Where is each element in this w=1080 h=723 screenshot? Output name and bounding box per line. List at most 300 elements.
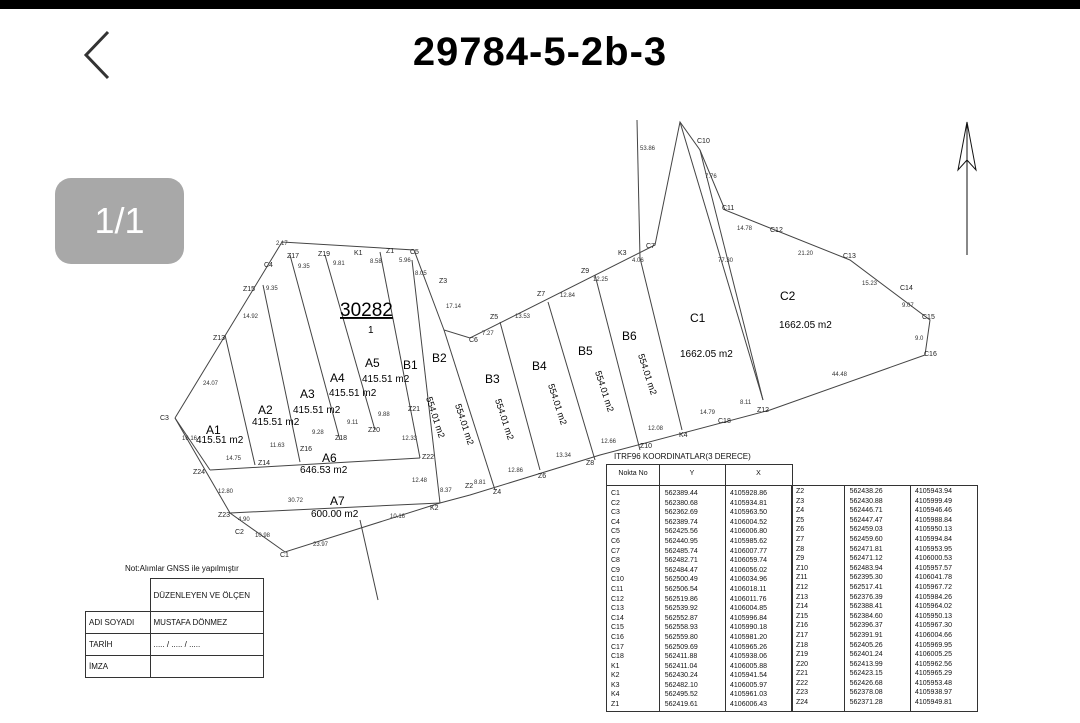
point-label: Z18 — [335, 435, 348, 442]
sign-value — [150, 656, 263, 678]
y-cell: 562539.92 — [664, 605, 698, 613]
point-cell: K2 — [611, 672, 620, 680]
point-cell: Z10 — [796, 564, 809, 572]
coordinates-section — [606, 452, 751, 463]
table-row — [792, 573, 977, 583]
table-row — [607, 527, 792, 537]
point-cell: Z18 — [796, 641, 809, 649]
point-cell: Z2 — [796, 488, 805, 495]
y-cell: 562362.69 — [664, 509, 698, 517]
table-row — [607, 604, 792, 614]
y-cell: 562485.74 — [664, 547, 698, 555]
lot-area: 554.01 m2 — [493, 397, 516, 442]
x-cell: 4105963.50 — [730, 509, 767, 517]
y-cell: 562389.74 — [664, 518, 698, 526]
y-cell: 562483.94 — [849, 564, 883, 572]
point-cell: Z7 — [796, 535, 805, 543]
dimension-label: 12.84 — [560, 293, 576, 299]
point-label: K4 — [679, 432, 688, 439]
table-row — [792, 679, 977, 689]
point-label: K3 — [618, 250, 627, 257]
dimension-label: 9.0 — [915, 336, 924, 342]
x-cell: 4106034.96 — [730, 576, 767, 584]
x-cell: 4106005.97 — [730, 681, 767, 689]
lot-name: B5 — [578, 344, 593, 358]
dimension-label: 30.72 — [288, 498, 304, 504]
dimension-label: 2.17 — [276, 241, 288, 247]
table-row — [792, 593, 977, 603]
point-cell: C4 — [611, 518, 620, 526]
point-label: C11 — [722, 205, 735, 212]
dimension-label: 16.16 — [182, 436, 198, 442]
dimension-label: 9.28 — [312, 430, 324, 436]
dimension-label: 8.81 — [474, 480, 486, 486]
point-label: K1 — [354, 250, 363, 257]
point-label: Z8 — [586, 460, 595, 467]
point-label: Z19 — [318, 251, 331, 258]
dimension-label: 11.63 — [270, 443, 285, 449]
table-row — [607, 614, 792, 624]
table-row — [607, 556, 792, 566]
dimension-label: 12.08 — [648, 426, 664, 432]
dimension-label: 4.90 — [238, 517, 250, 523]
gnss-note: Not:Alımlar GNSS ile yapılmıştır — [125, 564, 239, 573]
dimension-label: 12.80 — [218, 489, 234, 495]
y-cell: 562482.71 — [664, 557, 698, 565]
point-cell: Z14 — [796, 603, 809, 611]
table-row — [792, 497, 977, 507]
lot-name: B2 — [432, 351, 447, 365]
x-cell: 4105928.86 — [730, 490, 767, 497]
y-cell: 562438.26 — [849, 488, 883, 495]
table-row — [607, 662, 792, 672]
x-cell: 4105964.02 — [914, 603, 952, 611]
point-label: Z22 — [422, 454, 435, 461]
parcel-sub: 1 — [368, 325, 374, 336]
point-cell: C10 — [611, 576, 624, 584]
point-label: Z24 — [193, 469, 206, 476]
point-cell: C14 — [611, 614, 624, 622]
table-row — [607, 623, 792, 633]
y-cell: 562376.39 — [849, 593, 883, 601]
col-y: Y — [689, 470, 695, 477]
y-cell: 562396.37 — [849, 622, 883, 630]
point-label: Z5 — [490, 314, 499, 321]
lot-name: C2 — [780, 289, 796, 303]
point-label: Z17 — [287, 253, 300, 260]
y-cell: 562459.60 — [849, 535, 883, 543]
y-cell: 562446.71 — [849, 507, 883, 515]
x-cell: 4105967.72 — [914, 583, 952, 591]
point-cell: C6 — [611, 537, 620, 545]
x-cell: 4105994.84 — [914, 535, 952, 543]
table-row — [792, 525, 977, 535]
point-label: C5 — [410, 249, 419, 256]
point-label: C2 — [235, 529, 244, 536]
lot-name: A6 — [322, 451, 337, 465]
x-cell: 4105996.84 — [730, 614, 767, 622]
y-cell: 562389.44 — [664, 490, 698, 497]
table-row — [792, 545, 977, 555]
x-cell: 4105949.81 — [914, 699, 952, 707]
coordinates-table-right-frame — [791, 485, 978, 712]
x-cell: 4106041.78 — [914, 574, 952, 582]
y-cell: 562425.56 — [664, 528, 698, 536]
point-cell: C5 — [611, 528, 620, 536]
lot-area: 554.01 m2 — [546, 382, 569, 427]
dimension-label: 5.96 — [399, 258, 411, 264]
lot-name: B4 — [532, 359, 547, 373]
point-cell: C17 — [611, 643, 624, 651]
table-row — [792, 660, 977, 670]
dimension-label: 9.35 — [266, 286, 278, 292]
y-cell: 562378.08 — [849, 689, 883, 697]
lot-name: A7 — [330, 494, 345, 508]
y-cell: 562401.24 — [849, 651, 883, 659]
point-label: Z2 — [465, 483, 474, 490]
table-row — [792, 516, 977, 526]
dimension-label: 8.11 — [740, 400, 752, 406]
col-point: Nokta No — [618, 470, 648, 477]
table-row — [607, 633, 792, 643]
table-row — [792, 631, 977, 641]
x-cell: 4105961.03 — [730, 691, 767, 699]
point-label: C10 — [697, 138, 710, 145]
x-cell: 4105967.30 — [914, 622, 952, 630]
point-label: Z10 — [640, 443, 653, 450]
y-cell: 562395.30 — [849, 574, 883, 582]
x-cell: 4105969.95 — [914, 641, 952, 649]
y-cell: 562495.52 — [664, 691, 698, 699]
y-cell: 562371.28 — [849, 699, 883, 707]
point-cell: C3 — [611, 509, 620, 517]
point-cell: K4 — [611, 691, 620, 699]
x-cell: 4105950.13 — [914, 612, 952, 620]
coordinates-table-left — [607, 489, 792, 710]
point-label: C13 — [843, 253, 856, 260]
table-row — [792, 564, 977, 574]
x-cell: 4105999.49 — [914, 497, 952, 505]
point-label: Z3 — [439, 278, 448, 285]
point-label: C18 — [718, 418, 731, 425]
dimension-label: 8.37 — [440, 488, 452, 494]
lot-area: 1662.05 m2 — [680, 349, 733, 360]
dimension-label: 14.75 — [226, 456, 242, 462]
lot-name: A1 — [206, 423, 221, 437]
point-cell: Z1 — [611, 701, 620, 709]
point-cell: Z3 — [796, 497, 805, 505]
table-row — [607, 575, 792, 585]
x-cell: 4105962.56 — [914, 660, 952, 668]
point-cell: C2 — [611, 499, 620, 507]
x-cell: 4106056.02 — [730, 566, 767, 574]
lot-area: 415.51 m2 — [293, 405, 341, 416]
x-cell: 4106011.76 — [730, 595, 767, 603]
point-cell: Z17 — [796, 631, 809, 639]
point-cell: Z4 — [796, 507, 805, 515]
sign-label: İMZA — [86, 656, 151, 678]
y-cell: 562440.95 — [664, 537, 698, 545]
table-row — [607, 700, 792, 710]
name-value: MUSTAFA DÖNMEZ — [150, 612, 263, 634]
point-cell: Z15 — [796, 612, 809, 620]
table-row — [792, 641, 977, 651]
point-label: Z15 — [243, 286, 256, 293]
table-row — [792, 554, 977, 564]
x-cell: 4105985.62 — [730, 537, 767, 545]
y-cell: 562411.04 — [664, 662, 698, 670]
dimension-label: 77.30 — [718, 258, 734, 264]
dimension-label: 12.86 — [508, 468, 524, 474]
table-row — [607, 585, 792, 595]
coordinates-heading: ITRF96 KOORDINATLAR(3 DERECE) — [614, 452, 751, 461]
table-row — [607, 690, 792, 700]
point-cell: Z11 — [796, 574, 808, 582]
y-cell: 562506.54 — [664, 585, 698, 593]
dimension-label: 13.34 — [556, 453, 572, 459]
point-cell: Z6 — [796, 526, 805, 534]
dimension-label: 9.81 — [333, 261, 345, 267]
lot-name: B1 — [403, 358, 418, 372]
lot-name: A3 — [300, 387, 315, 401]
table-row — [607, 508, 792, 518]
name-label: ADI SOYADI — [86, 612, 151, 634]
dimension-label: 13.53 — [515, 314, 531, 320]
y-cell: 562430.88 — [849, 497, 883, 505]
point-label: C15 — [922, 314, 935, 321]
dimension-label: 10.16 — [390, 514, 406, 520]
x-cell: 4105965.26 — [730, 643, 767, 651]
point-cell: Z24 — [796, 699, 809, 707]
page-title: 29784-5-2b-3 — [412, 30, 668, 74]
point-cell: C12 — [611, 595, 624, 603]
dimension-label: 9.88 — [378, 412, 390, 418]
point-label: Z7 — [537, 291, 546, 298]
lot-name: A5 — [365, 356, 380, 370]
y-cell: 562559.80 — [664, 633, 698, 641]
lot-name: A2 — [258, 403, 273, 417]
table-row — [607, 652, 792, 662]
dimension-label: 9.07 — [902, 303, 914, 309]
point-cell: C16 — [611, 633, 624, 641]
point-cell: Z5 — [796, 516, 805, 524]
y-cell: 562405.26 — [849, 641, 883, 649]
point-label: C12 — [770, 227, 783, 234]
point-label: C4 — [264, 262, 273, 269]
point-label: C1 — [280, 552, 289, 559]
x-cell: 4106004.52 — [730, 518, 767, 526]
point-label: Z4 — [493, 489, 502, 496]
dimension-label: 9.11 — [347, 420, 359, 426]
x-cell: 4105984.26 — [914, 593, 952, 601]
point-cell: Z8 — [796, 545, 805, 553]
table-row — [792, 535, 977, 545]
x-cell: 4105938.06 — [730, 653, 767, 661]
point-label: Z9 — [581, 268, 590, 275]
point-label: C3 — [160, 415, 169, 422]
point-label: Z14 — [258, 460, 271, 467]
y-cell: 562419.61 — [664, 701, 698, 709]
page-indicator[interactable]: 1/1 — [55, 178, 184, 264]
x-cell: 4105950.13 — [914, 526, 952, 534]
dimension-label: 53.86 — [640, 146, 656, 152]
point-cell: Z13 — [796, 593, 809, 601]
y-cell: 562471.81 — [849, 545, 883, 553]
dimension-label: 21.20 — [798, 251, 814, 257]
point-cell: C18 — [611, 653, 624, 661]
x-cell: 4106005.88 — [730, 662, 767, 670]
point-cell: Z22 — [796, 679, 809, 687]
table-row — [607, 681, 792, 691]
table-row — [607, 537, 792, 547]
point-cell: C1 — [611, 490, 620, 497]
x-cell: 4105981.20 — [730, 633, 767, 641]
date-label: TARİH — [86, 634, 151, 656]
x-cell: 4105934.81 — [730, 499, 767, 507]
point-label: Z13 — [213, 335, 226, 342]
y-cell: 562509.69 — [664, 643, 698, 651]
x-cell: 4106007.77 — [730, 547, 767, 555]
parcel-number: 30282 — [340, 300, 393, 321]
x-cell: 4105941.54 — [730, 672, 767, 680]
lot-area: 554.01 m2 — [453, 402, 476, 447]
x-cell: 4105953.95 — [914, 545, 952, 553]
table-row — [792, 487, 977, 497]
table-row — [792, 698, 977, 708]
x-cell: 4106006.43 — [730, 701, 767, 709]
x-cell: 4105953.48 — [914, 679, 952, 687]
table-row — [607, 547, 792, 557]
y-cell: 562500.49 — [664, 576, 698, 584]
dimension-label: 24.07 — [203, 381, 219, 387]
point-label: C14 — [900, 285, 913, 292]
x-cell: 4105965.29 — [914, 670, 952, 678]
dimension-label: 14.92 — [243, 314, 259, 320]
dimension-label: 10.98 — [255, 533, 271, 539]
y-cell: 562391.91 — [849, 631, 883, 639]
table-row — [607, 643, 792, 653]
dimension-label: 12.33 — [402, 436, 418, 442]
lot-name: B3 — [485, 372, 500, 386]
lot-area: 415.51 m2 — [196, 435, 244, 446]
lot-area: 646.53 m2 — [300, 465, 348, 476]
y-cell: 562430.24 — [664, 672, 698, 680]
coordinates-table-right — [792, 487, 977, 708]
x-cell: 4106059.74 — [730, 557, 767, 565]
signature-table — [85, 578, 264, 678]
point-cell: Z23 — [796, 689, 809, 697]
point-cell: Z16 — [796, 622, 809, 630]
x-cell: 4105938.97 — [914, 689, 952, 697]
dimension-label: 23.97 — [313, 542, 329, 548]
y-cell: 562552.87 — [664, 614, 698, 622]
dimension-label: 15.23 — [862, 281, 878, 287]
dimension-label: 8.58 — [370, 259, 382, 265]
y-cell: 562384.60 — [849, 612, 883, 620]
y-cell: 562558.93 — [664, 624, 698, 632]
lot-name: C1 — [690, 311, 706, 325]
y-cell: 562517.41 — [849, 583, 883, 591]
x-cell: 4106004.85 — [730, 605, 767, 613]
point-cell: Z19 — [796, 651, 809, 659]
point-label: Z20 — [368, 427, 381, 434]
table-row — [792, 688, 977, 698]
point-cell: K3 — [611, 681, 620, 689]
y-cell: 562519.86 — [664, 595, 698, 603]
y-cell: 562426.68 — [849, 679, 883, 687]
point-label: C6 — [469, 337, 478, 344]
x-cell: 4105990.18 — [730, 624, 767, 632]
table-row — [792, 506, 977, 516]
x-cell: 4106000.53 — [914, 555, 952, 563]
point-cell: Z21 — [796, 670, 809, 678]
x-cell: 4106004.66 — [914, 631, 952, 639]
table-row — [607, 499, 792, 509]
lot-area: 554.01 m2 — [424, 395, 447, 440]
dimension-label: 12.66 — [601, 439, 617, 445]
point-label: Z1 — [386, 248, 395, 255]
x-cell: 4106018.11 — [730, 585, 767, 593]
dimension-label: 8.05 — [415, 271, 427, 277]
north-arrow-icon — [958, 122, 976, 255]
x-cell: 4105943.94 — [914, 488, 952, 495]
dimension-label: 44.48 — [832, 372, 848, 378]
y-cell: 562411.88 — [664, 653, 698, 661]
point-label: C7 — [646, 243, 655, 250]
point-cell: C11 — [611, 585, 624, 593]
y-cell: 562388.41 — [849, 603, 883, 611]
y-cell: 562482.10 — [664, 681, 698, 689]
point-label: Z23 — [218, 512, 231, 519]
x-cell: 4106005.25 — [914, 651, 952, 659]
table-row — [792, 621, 977, 631]
dimension-label: 9.35 — [298, 264, 310, 270]
y-cell: 562380.68 — [664, 499, 698, 507]
table-row — [607, 566, 792, 576]
table-row — [792, 612, 977, 622]
dimension-label: 14.78 — [737, 226, 753, 232]
dimension-label: 7.27 — [482, 331, 494, 337]
lot-area: 1662.05 m2 — [779, 320, 832, 331]
point-cell: Z20 — [796, 660, 809, 668]
table-row — [607, 671, 792, 681]
x-cell: 4105988.84 — [914, 516, 952, 524]
y-cell: 562484.47 — [664, 566, 698, 574]
x-cell: 4106006.80 — [730, 528, 767, 536]
point-label: Z12 — [757, 407, 770, 414]
prepared-label: DÜZENLEYEN VE ÖLÇEN — [150, 579, 263, 612]
lot-area: 554.01 m2 — [593, 369, 616, 414]
lot-area: 415.51 m2 — [362, 374, 410, 385]
lot-name: B6 — [622, 329, 637, 343]
point-cell: K1 — [611, 662, 620, 670]
point-cell: Z12 — [796, 583, 809, 591]
dimension-label: 12.25 — [593, 277, 609, 283]
y-cell: 562413.99 — [849, 660, 883, 668]
point-cell: C8 — [611, 557, 620, 565]
table-row — [792, 583, 977, 593]
point-cell: C15 — [611, 624, 624, 632]
dimension-label: 12.48 — [412, 478, 428, 484]
lot-area: 600.00 m2 — [311, 509, 359, 520]
lot-name: A4 — [330, 371, 345, 385]
point-label: K2 — [430, 505, 439, 512]
point-cell: C9 — [611, 566, 620, 574]
y-cell: 562459.03 — [849, 526, 883, 534]
dimension-label: 4.06 — [632, 258, 644, 264]
col-x: X — [756, 470, 761, 477]
table-row — [607, 489, 792, 499]
